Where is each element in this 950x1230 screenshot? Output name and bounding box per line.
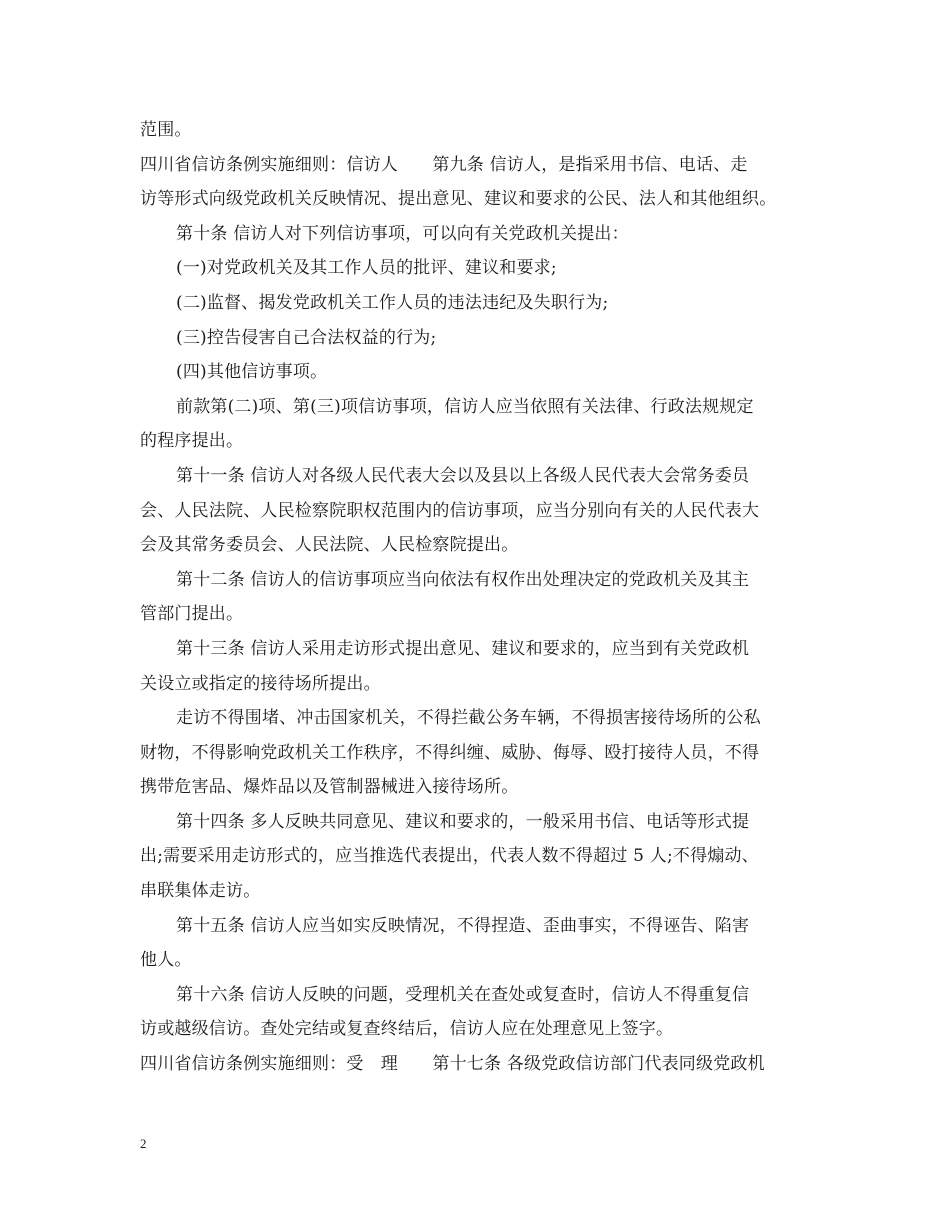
text-line: 会及其常务委员会、人民法院、人民检察院提出。 xyxy=(140,535,519,556)
document-body xyxy=(140,113,820,1082)
text-line: 第十六条 信访人反映的问题，受理机关在查处或复查时，信访人不得重复信 xyxy=(176,984,750,1005)
text-line: 关设立或指定的接待场所提出。 xyxy=(140,673,381,694)
text-line: (四)其他信访事项。 xyxy=(176,362,328,383)
text-line: 访或越级信访。查处完结或复查终结后，信访人应在处理意见上签字。 xyxy=(140,1019,674,1040)
text-line: 第十五条 信访人应当如实反映情况，不得捏造、歪曲事实，不得诬告、陷害 xyxy=(176,915,750,936)
text-line: 会、人民法院、人民检察院职权范围内的信访事项，应当分别向有关的人民代表大 xyxy=(140,500,760,521)
text-line: 范围。 xyxy=(140,120,192,140)
text-line: 出;需要采用走访形式的，应当推选代表提出，代表人数不得超过 5 人;不得煽动、 xyxy=(140,846,759,867)
text-line: 四川省信访条例实施细则：信访人 第九条 信访人，是指采用书信、电话、走 xyxy=(140,154,748,175)
text-line: 第十一条 信访人对各级人民代表大会以及县以上各级人民代表大会常务委员 xyxy=(176,465,750,486)
text-line: 他人。 xyxy=(140,950,192,971)
text-line: (一)对党政机关及其工作人员的批评、建议和要求; xyxy=(176,258,557,279)
text-line: 第十条 信访人对下列信访事项，可以向有关党政机关提出： xyxy=(176,223,629,244)
text-line: 管部门提出。 xyxy=(140,604,244,625)
text-line: 第十三条 信访人采用走访形式提出意见、建议和要求的，应当到有关党政机 xyxy=(176,638,750,659)
text-line: (三)控告侵害自己合法权益的行为; xyxy=(176,327,437,348)
text-line: 走访不得围堵、冲击国家机关，不得拦截公务车辆，不得损害接待场所的公私 xyxy=(176,708,761,729)
text-line: 串联集体走访。 xyxy=(140,881,261,902)
text-line: 携带危害品、爆炸品以及管制器械进入接待场所。 xyxy=(140,777,519,798)
text-line: 访等形式向级党政机关反映情况、提出意见、建议和要求的公民、法人和其他组织。 xyxy=(140,189,777,210)
text-line: 的程序提出。 xyxy=(140,431,244,452)
text-line: 财物，不得影响党政机关工作秩序，不得纠缠、威胁、侮辱、殴打接待人员，不得 xyxy=(140,742,760,763)
text-line: (二)监督、揭发党政机关工作人员的违法违纪及失职行为; xyxy=(176,292,609,313)
text-line: 第十四条 多人反映共同意见、建议和要求的，一般采用书信、电话等形式提 xyxy=(176,811,750,832)
text-line: 第十二条 信访人的信访事项应当向依法有权作出处理决定的党政机关及其主 xyxy=(176,569,750,590)
text-line: 四川省信访条例实施细则：受 理 第十七条 各级党政信访部门代表同级党政机 xyxy=(140,1054,765,1075)
text-line: 前款第(二)项、第(三)项信访事项，信访人应当依照有关法律、行政法规规定 xyxy=(176,396,754,417)
page-number: 2 xyxy=(140,1136,147,1151)
